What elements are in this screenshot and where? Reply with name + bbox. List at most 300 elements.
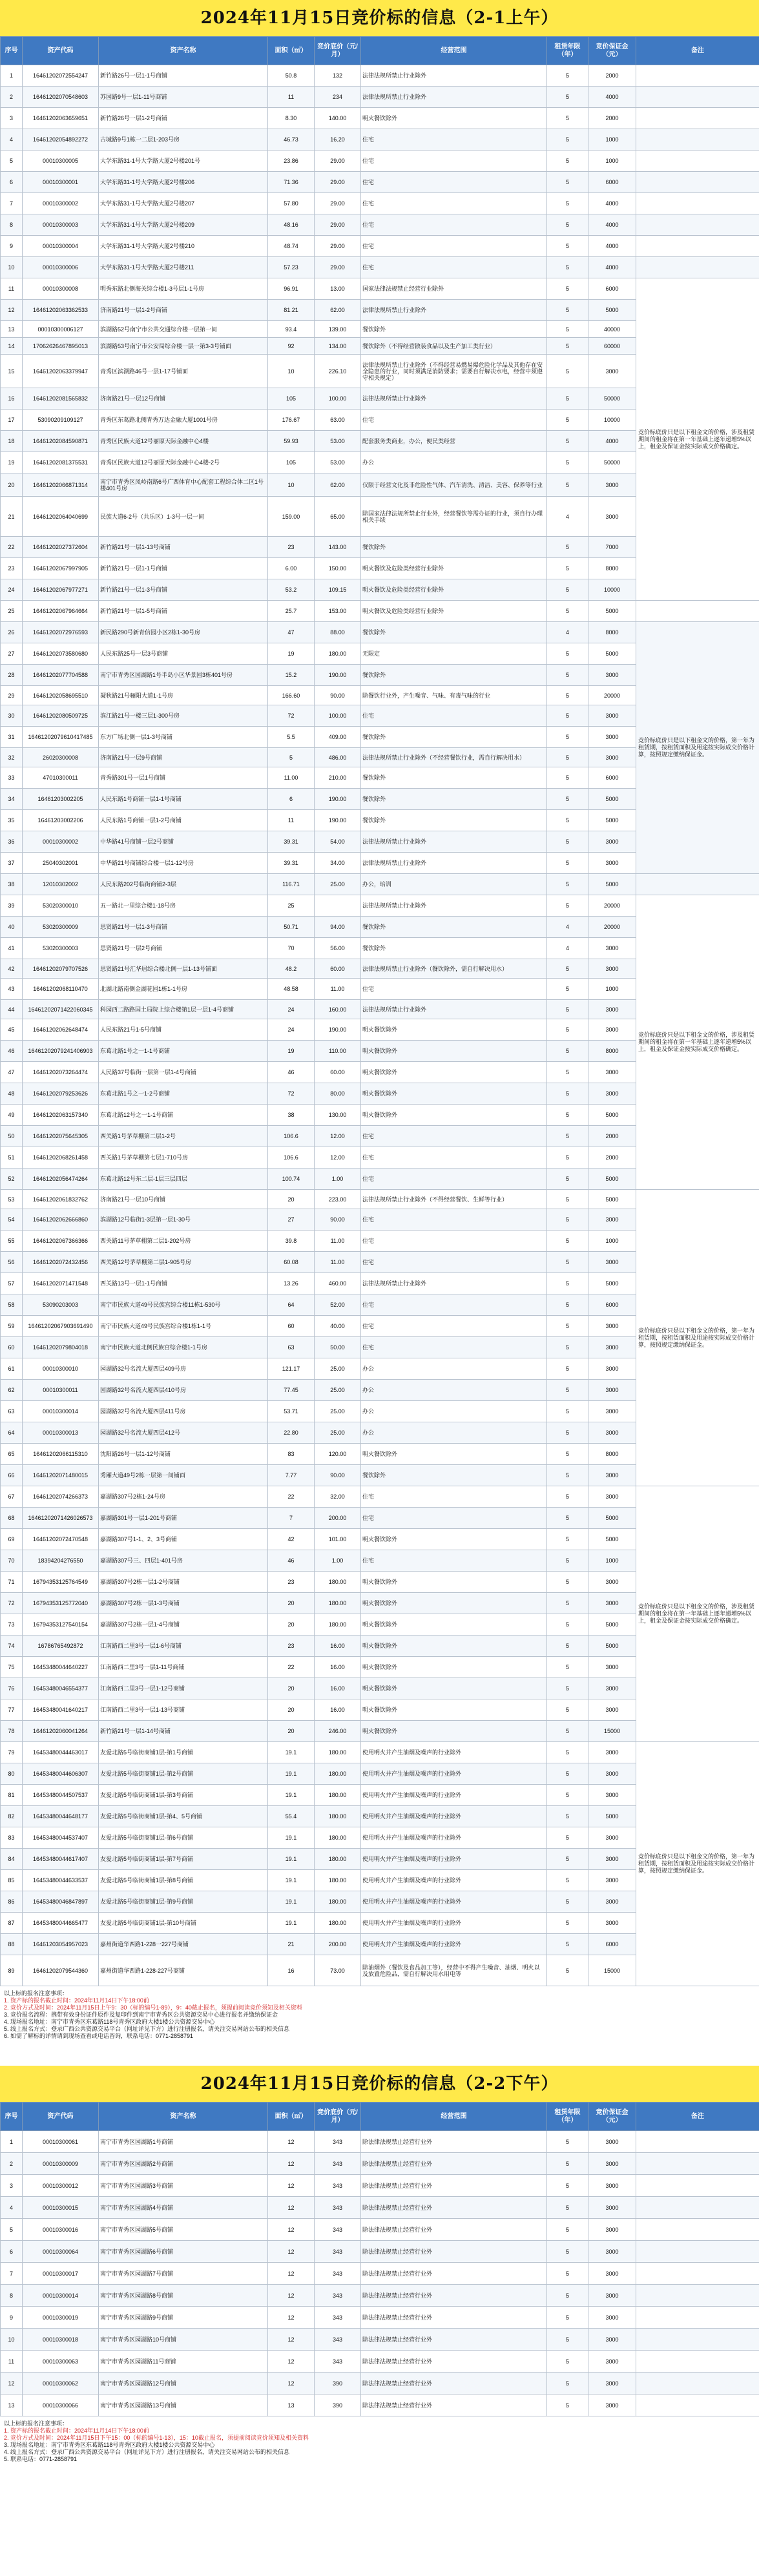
base-price: 25.00 — [315, 874, 361, 895]
lease-years: 5 — [547, 1763, 588, 1785]
asset-name: 新竹路26号一层1-2号商铺 — [99, 108, 268, 129]
deposit: 5000 — [588, 1190, 636, 1209]
deposit: 3000 — [588, 727, 636, 748]
business-scope: 住宅 — [361, 1550, 547, 1572]
deposit: 8000 — [588, 1444, 636, 1465]
area: 57.80 — [268, 193, 315, 214]
asset-code: 00010300005 — [23, 151, 99, 172]
asset-name: 青秀路301号一层1号商铺 — [99, 767, 268, 789]
lease-years: 5 — [547, 1955, 588, 1986]
area: 22.80 — [268, 1422, 315, 1444]
business-scope: 使用明火并产生油烟及噪声的行业除外 — [361, 1827, 547, 1849]
asset-name: 青秀区民族大道12号丽原天际金融中心4楼 — [99, 431, 268, 452]
deposit: 3000 — [588, 2329, 636, 2351]
deposit: 3000 — [588, 2285, 636, 2307]
table-row — [1, 1742, 759, 1763]
lease-years: 5 — [547, 1422, 588, 1444]
deposit: 2000 — [588, 108, 636, 129]
base-price: 25.00 — [315, 1380, 361, 1401]
asset-name: 南宁市青秀区园湖路7号商铺 — [99, 2263, 268, 2285]
base-price: 343 — [315, 2263, 361, 2285]
asset-name: 新竹路21号一层1-13号商铺 — [99, 537, 268, 558]
lease-years: 5 — [547, 2175, 588, 2197]
business-scope: 办公，培训 — [361, 874, 547, 895]
asset-code: 00010300061 — [23, 2131, 99, 2153]
base-price — [315, 895, 361, 917]
asset-name: 友爱北路5号临街商铺1层-第6号商铺 — [99, 1827, 268, 1849]
asset-name: 西关路1号茅草棚第七层1-710号房 — [99, 1147, 268, 1169]
row-index: 13 — [1, 321, 23, 338]
area: 105 — [268, 452, 315, 473]
asset-name: 人民东路1号商铺一层1-2号商铺 — [99, 810, 268, 831]
header-years: 租赁年限（年） — [547, 37, 588, 65]
asset-code: 16461202027372604 — [23, 537, 99, 558]
deposit: 6000 — [588, 1934, 636, 1955]
base-price: 29.00 — [315, 214, 361, 236]
row-index: 39 — [1, 895, 23, 917]
row-index: 45 — [1, 1019, 23, 1041]
lease-years: 5 — [547, 665, 588, 686]
base-price: 11.00 — [315, 979, 361, 1000]
lease-years: 5 — [547, 87, 588, 108]
row-index: 47 — [1, 1062, 23, 1083]
asset-name: 济南路21号一层10号商铺 — [99, 1190, 268, 1209]
row-index: 34 — [1, 789, 23, 810]
deposit: 3000 — [588, 959, 636, 979]
business-scope: 住宅 — [361, 1209, 547, 1231]
asset-name: 青秀区民族大道12号丽原天际金融中心4楼-2号 — [99, 452, 268, 473]
asset-name: 科园西二路路国土局院上综合楼第1层一层1-4号商铺 — [99, 1000, 268, 1019]
base-price: 29.00 — [315, 151, 361, 172]
remark-cell — [636, 2175, 759, 2197]
base-price: 190.00 — [315, 665, 361, 686]
base-price: 62.00 — [315, 473, 361, 497]
lease-years: 5 — [547, 1000, 588, 1019]
business-scope: 除餐饮行业外，产生噪音、气味、有毒气味的行业 — [361, 686, 547, 705]
asset-name: 嘉湖路307号1-1、2、3号商铺 — [99, 1529, 268, 1550]
asset-code: 16453480044633537 — [23, 1870, 99, 1891]
asset-code: 12010302002 — [23, 874, 99, 895]
row-index: 72 — [1, 1593, 23, 1614]
header-code: 资产代码 — [23, 37, 99, 65]
asset-code: 16461202080509725 — [23, 705, 99, 727]
asset-name: 南宁市青秀区园湖路1号商铺 — [99, 2131, 268, 2153]
asset-code: 16453480041640217 — [23, 1699, 99, 1721]
base-price: 11.00 — [315, 1231, 361, 1252]
remark-cell: 竞价标底价只是以下租金文的价格，第一年为租赁期，按租赁面积及用途按实际成交价格计算，按照规定缴纳保证金。 — [636, 622, 759, 874]
area: 23 — [268, 1636, 315, 1657]
business-scope: 餐饮除外 — [361, 789, 547, 810]
asset-name: 西关路1号茅草棚第二层1-2号 — [99, 1126, 268, 1147]
business-scope: 餐饮除外 — [361, 321, 547, 338]
business-scope: 餐饮除外（不得经营散装食品以及生产加工类行业） — [361, 338, 547, 355]
asset-name: 新竹路21号一层1-5号商铺 — [99, 601, 268, 622]
business-scope: 使用明火并产生油烟及噪声的行业除外 — [361, 1785, 547, 1806]
base-price: 390 — [315, 2373, 361, 2394]
business-scope: 法律法规所禁止行业除外 — [361, 388, 547, 410]
asset-code: 00010300014 — [23, 1401, 99, 1422]
asset-code: 00010300010 — [23, 1358, 99, 1380]
row-index: 54 — [1, 1209, 23, 1231]
business-scope: 使用明火并产生油烟及噪声的行业除外 — [361, 1849, 547, 1870]
asset-name: 人民东路21号1-5号商铺 — [99, 1019, 268, 1041]
lease-years: 5 — [547, 767, 588, 789]
business-scope: 办公 — [361, 452, 547, 473]
asset-code: 16461202079544360 — [23, 1955, 99, 1986]
note-line: 1. 资产标的报名截止时间：2024年11月14日下午18:00前 — [4, 2427, 149, 2434]
deposit: 5000 — [588, 601, 636, 622]
lease-years: 5 — [547, 2307, 588, 2329]
base-price: 100.00 — [315, 705, 361, 727]
asset-name: 嘉州街道华西路1-228-227号商铺 — [99, 1955, 268, 1986]
business-scope: 法律法规所禁止行业除外（不得经营易燃易爆危险化学品及其他存在安全隐患的行业，同时须满足消防要求；需要自行解决水电，经营中须遵守相关规定） — [361, 355, 547, 388]
base-price: 90.00 — [315, 1465, 361, 1486]
header-remark: 备注 — [636, 37, 759, 65]
area: 46.73 — [268, 129, 315, 151]
row-index: 80 — [1, 1763, 23, 1785]
area: 38 — [268, 1105, 315, 1126]
asset-code: 16461202061832762 — [23, 1190, 99, 1209]
business-scope: 明火餐饮除外 — [361, 1572, 547, 1593]
deposit: 3000 — [588, 1913, 636, 1934]
header-price: 竞价底价（元/月） — [315, 2103, 361, 2131]
row-index: 5 — [1, 151, 23, 172]
base-price: 343 — [315, 2131, 361, 2153]
business-scope: 配套服务类商业，办公，便民类经营 — [361, 431, 547, 452]
area: 70 — [268, 938, 315, 959]
business-scope: 住宅 — [361, 151, 547, 172]
area: 166.60 — [268, 686, 315, 705]
base-price: 223.00 — [315, 1190, 361, 1209]
asset-code: 16461202066871314 — [23, 473, 99, 497]
lease-years: 5 — [547, 1721, 588, 1742]
lease-years: 5 — [547, 1529, 588, 1550]
row-index: 24 — [1, 579, 23, 601]
base-price: 54.00 — [315, 831, 361, 853]
header-name: 资产名称 — [99, 2103, 268, 2131]
business-scope: 使用明火并产生油烟及噪声的行业除外 — [361, 1870, 547, 1891]
area: 12 — [268, 2153, 315, 2175]
lease-years: 5 — [547, 129, 588, 151]
asset-name: 江南路西二里3号一层1-6号商铺 — [99, 1636, 268, 1657]
deposit: 20000 — [588, 895, 636, 917]
area: 48.16 — [268, 214, 315, 236]
table-body-pm — [1, 2131, 759, 2416]
business-scope: 明火餐饮及危险类经营行业除外 — [361, 579, 547, 601]
asset-name: 大学东路31-1号大学路大厦2号楼207 — [99, 193, 268, 214]
business-scope: 仅限于经营文化及非危险性气体、汽车清洗、清洁、美容、保养等行业 — [361, 473, 547, 497]
lease-years: 5 — [547, 1273, 588, 1294]
row-index: 27 — [1, 643, 23, 665]
asset-name: 大学东路31-1号大学路大厦2号楼210 — [99, 236, 268, 257]
lease-years: 5 — [547, 257, 588, 278]
business-scope: 明火餐饮除外 — [361, 1083, 547, 1105]
row-index: 67 — [1, 1486, 23, 1508]
table-row — [1, 2241, 759, 2263]
area: 71.36 — [268, 172, 315, 193]
lease-years: 5 — [547, 537, 588, 558]
area: 106.6 — [268, 1126, 315, 1147]
base-price: 343 — [315, 2241, 361, 2263]
base-price: 190.00 — [315, 789, 361, 810]
deposit: 3000 — [588, 1465, 636, 1486]
asset-code: 16461202084590871 — [23, 431, 99, 452]
asset-code: 16461202079804018 — [23, 1337, 99, 1358]
asset-name: 东葛北路12号之一1-1号商铺 — [99, 1105, 268, 1126]
asset-name: 南宁市青秀区园湖路11号商铺 — [99, 2351, 268, 2373]
area: 106.6 — [268, 1147, 315, 1169]
asset-name: 嘉湖路307号2栋1-24号房 — [99, 1486, 268, 1508]
base-price: 343 — [315, 2285, 361, 2307]
row-index: 12 — [1, 300, 23, 321]
base-price: 63.00 — [315, 410, 361, 431]
deposit: 3000 — [588, 831, 636, 853]
deposit: 5000 — [588, 643, 636, 665]
base-price: 25.00 — [315, 1422, 361, 1444]
asset-name: 园湖路32号名流大厦四层409号房 — [99, 1358, 268, 1380]
asset-name: 南宁市民族大道49号民族宫综合楼11栋1-530号 — [99, 1294, 268, 1316]
deposit: 6000 — [588, 278, 636, 300]
asset-code: 16461202072554247 — [23, 65, 99, 87]
lease-years: 5 — [547, 108, 588, 129]
asset-name: 南宁市青秀区园湖路12号商铺 — [99, 2373, 268, 2394]
lease-years: 5 — [547, 748, 588, 767]
asset-code: 16461202073580680 — [23, 643, 99, 665]
area: 60 — [268, 1316, 315, 1337]
row-index: 11 — [1, 2351, 23, 2373]
asset-code: 16461202063659651 — [23, 108, 99, 129]
deposit: 3000 — [588, 1209, 636, 1231]
asset-code: 18394204276550 — [23, 1550, 99, 1572]
business-scope: 餐饮除外 — [361, 537, 547, 558]
remark-cell: 竞价标底价只是以下租金文的价格，第一年为租赁期，按租赁面积及用途按实际成交价格计算，按照规定缴纳保证金。 — [636, 1190, 759, 1486]
business-scope: 无限定 — [361, 643, 547, 665]
lease-years: 5 — [547, 1508, 588, 1529]
business-scope: 餐饮除外 — [361, 938, 547, 959]
lease-years: 5 — [547, 1231, 588, 1252]
asset-name: 南宁市青秀区园湖路5号商铺 — [99, 2219, 268, 2241]
area: 7.77 — [268, 1465, 315, 1486]
business-scope: 住宅 — [361, 1486, 547, 1508]
area: 64 — [268, 1294, 315, 1316]
base-price: 180.00 — [315, 1806, 361, 1827]
lease-years: 5 — [547, 1636, 588, 1657]
base-price: 34.00 — [315, 853, 361, 874]
lease-years: 5 — [547, 355, 588, 388]
row-index: 8 — [1, 214, 23, 236]
base-price: 160.00 — [315, 1000, 361, 1019]
area: 12 — [268, 2219, 315, 2241]
row-index: 4 — [1, 2197, 23, 2219]
header-code: 资产代码 — [23, 2103, 99, 2131]
asset-name: 古城路9号1栋一二层1-203号房 — [99, 129, 268, 151]
asset-code: 16461203002206 — [23, 810, 99, 831]
area: 20 — [268, 1678, 315, 1699]
base-price: 153.00 — [315, 601, 361, 622]
deposit: 3000 — [588, 1252, 636, 1273]
deposit: 8000 — [588, 622, 636, 643]
asset-name: 南宁市青秀区园湖路3号商铺 — [99, 2175, 268, 2197]
lease-years: 5 — [547, 831, 588, 853]
row-index: 1 — [1, 2131, 23, 2153]
row-index: 6 — [1, 2241, 23, 2263]
asset-code: 16461202079707526 — [23, 959, 99, 979]
row-index: 32 — [1, 748, 23, 767]
lease-years: 5 — [547, 1190, 588, 1209]
asset-name: 人民东路25号一层3号商铺 — [99, 643, 268, 665]
asset-code: 16461202072470548 — [23, 1529, 99, 1550]
asset-code: 47010300011 — [23, 767, 99, 789]
asset-code: 16461202071422060345 — [23, 1000, 99, 1019]
asset-code: 00010300016 — [23, 2219, 99, 2241]
lease-years: 4 — [547, 917, 588, 938]
header-scope: 经营范围 — [361, 37, 547, 65]
asset-name: 沈阳路26号一层1-12号商铺 — [99, 1444, 268, 1465]
deposit: 3000 — [588, 1785, 636, 1806]
deposit: 2000 — [588, 1126, 636, 1147]
asset-name: 南宁市青秀区园湖路13号商铺 — [99, 2394, 268, 2416]
asset-name: 东葛北路1号之一1-2号商铺 — [99, 1083, 268, 1105]
row-index: 79 — [1, 1742, 23, 1763]
base-price: 88.00 — [315, 622, 361, 643]
area: 12 — [268, 2373, 315, 2394]
asset-code: 16461202056474264 — [23, 1169, 99, 1190]
area: 20 — [268, 1614, 315, 1636]
area: 121.17 — [268, 1358, 315, 1380]
area: 48.2 — [268, 959, 315, 979]
business-scope: 办公 — [361, 1401, 547, 1422]
lease-years: 5 — [547, 1358, 588, 1380]
area: 23 — [268, 1572, 315, 1593]
table-body-am — [1, 65, 759, 1986]
lease-years: 5 — [547, 172, 588, 193]
asset-code: 16461202068110470 — [23, 979, 99, 1000]
deposit: 4000 — [588, 214, 636, 236]
remark-cell: 竞价标底价只是以下租金文的价格，涉及租赁期间的租金将在第一年基础上逐年递增5%以上，租金及保证金按实际成交价格确定。 — [636, 895, 759, 1190]
asset-name: 园湖路32号名流大厦四层411号房 — [99, 1401, 268, 1422]
area: 6.00 — [268, 558, 315, 579]
asset-code: 16453480044606307 — [23, 1763, 99, 1785]
asset-code: 00010300003 — [23, 214, 99, 236]
business-scope: 住宅 — [361, 1231, 547, 1252]
row-index: 59 — [1, 1316, 23, 1337]
business-scope: 明火餐饮除外 — [361, 1593, 547, 1614]
business-scope: 法律法规所禁止行业除外 — [361, 300, 547, 321]
asset-code: 00010300004 — [23, 236, 99, 257]
lease-years: 5 — [547, 1294, 588, 1316]
remark-cell — [636, 108, 759, 129]
lease-years: 5 — [547, 452, 588, 473]
remark-cell — [636, 65, 759, 87]
row-index: 7 — [1, 2263, 23, 2285]
deposit: 3000 — [588, 2131, 636, 2153]
business-scope: 使用明火并产生油烟及噪声的行业除外 — [361, 1742, 547, 1763]
asset-name: 园湖路32号名流大厦四层412号 — [99, 1422, 268, 1444]
row-index: 81 — [1, 1785, 23, 1806]
area: 12 — [268, 2307, 315, 2329]
business-scope: 餐饮除外 — [361, 727, 547, 748]
base-price: 53.00 — [315, 452, 361, 473]
asset-code: 16461203054957023 — [23, 1934, 99, 1955]
remark-cell — [636, 87, 759, 108]
asset-code: 00010300002 — [23, 831, 99, 853]
deposit: 8000 — [588, 558, 636, 579]
deposit: 6000 — [588, 767, 636, 789]
business-scope: 除国家法律法规所禁止行业外，经营餐饮等需办证的行业，须自行办理相关手续 — [361, 497, 547, 537]
asset-code: 53090209109127 — [23, 410, 99, 431]
lease-years: 5 — [547, 2285, 588, 2307]
business-scope: 明火餐饮除外 — [361, 1041, 547, 1062]
deposit: 60000 — [588, 338, 636, 355]
area: 159.00 — [268, 497, 315, 537]
row-index: 13 — [1, 2394, 23, 2416]
base-price: 60.00 — [315, 959, 361, 979]
area: 5.5 — [268, 727, 315, 748]
business-scope: 住宅 — [361, 236, 547, 257]
row-index: 58 — [1, 1294, 23, 1316]
lease-years: 5 — [547, 1062, 588, 1083]
business-scope: 办公 — [361, 1380, 547, 1401]
asset-name: 友爱北路5号临街商铺1层-第4、5号商铺 — [99, 1806, 268, 1827]
asset-name: 新竹路21号一层1-14号商铺 — [99, 1721, 268, 1742]
base-price: 234 — [315, 87, 361, 108]
note-line: 2. 竞价方式及时间：2024年11月15日下午15：00（标的编号1-13），15：10截止报名，须提前阅读竞价须知及相关资料 — [4, 2435, 309, 2441]
base-price: 180.00 — [315, 643, 361, 665]
base-price: 109.15 — [315, 579, 361, 601]
deposit: 5000 — [588, 874, 636, 895]
note-line: 4. 线上报名方式：登录广西公共资源交易平台（网址详见下方）进行注册报名，请关注交易网站公布的相关信息 — [4, 2449, 290, 2455]
remark-cell: 竞价标底价只是以下租金文的价格，涉及租赁期间的租金将在第一年基础上逐年递增5%以上，租金及保证金按实际成交价格确定。 — [636, 278, 759, 601]
deposit: 3000 — [588, 1870, 636, 1891]
remark-cell — [636, 2329, 759, 2351]
table-row — [1, 1486, 759, 1508]
asset-code: 16453480044665477 — [23, 1913, 99, 1934]
base-price: 13.00 — [315, 278, 361, 300]
asset-code: 16453480044640227 — [23, 1657, 99, 1678]
row-index: 84 — [1, 1849, 23, 1870]
notes-am — [4, 1990, 753, 2040]
deposit: 3000 — [588, 1486, 636, 1508]
asset-code: 16461202079241406903 — [23, 1041, 99, 1062]
table-row — [1, 874, 759, 895]
asset-table-pm — [0, 2102, 759, 2416]
note-line: 6. 如需了解标的详情请到现场查看或电话咨询，联系电话：0771-2858791 — [4, 2033, 194, 2039]
asset-name: 思贤路21号一层1-3号商铺 — [99, 917, 268, 938]
area: 39.31 — [268, 831, 315, 853]
area: 20 — [268, 1699, 315, 1721]
business-scope: 除法律法规禁止经营行业外 — [361, 2351, 547, 2373]
deposit: 6000 — [588, 1294, 636, 1316]
table-row — [1, 236, 759, 257]
business-scope: 法律法规所禁止行业除外 — [361, 1273, 547, 1294]
asset-code: 00010300066 — [23, 2394, 99, 2416]
asset-code: 00010300012 — [23, 2175, 99, 2197]
base-price: 200.00 — [315, 1934, 361, 1955]
row-index: 50 — [1, 1126, 23, 1147]
business-scope: 餐饮除外 — [361, 665, 547, 686]
deposit: 4000 — [588, 87, 636, 108]
row-index: 9 — [1, 2307, 23, 2329]
row-index: 82 — [1, 1806, 23, 1827]
lease-years: 5 — [547, 959, 588, 979]
base-price: 226.10 — [315, 355, 361, 388]
row-index: 26 — [1, 622, 23, 643]
area: 21 — [268, 1934, 315, 1955]
base-price: 1.00 — [315, 1550, 361, 1572]
base-price: 210.00 — [315, 767, 361, 789]
business-scope: 除法律法规禁止经营行业外 — [361, 2197, 547, 2219]
area: 19.1 — [268, 1913, 315, 1934]
